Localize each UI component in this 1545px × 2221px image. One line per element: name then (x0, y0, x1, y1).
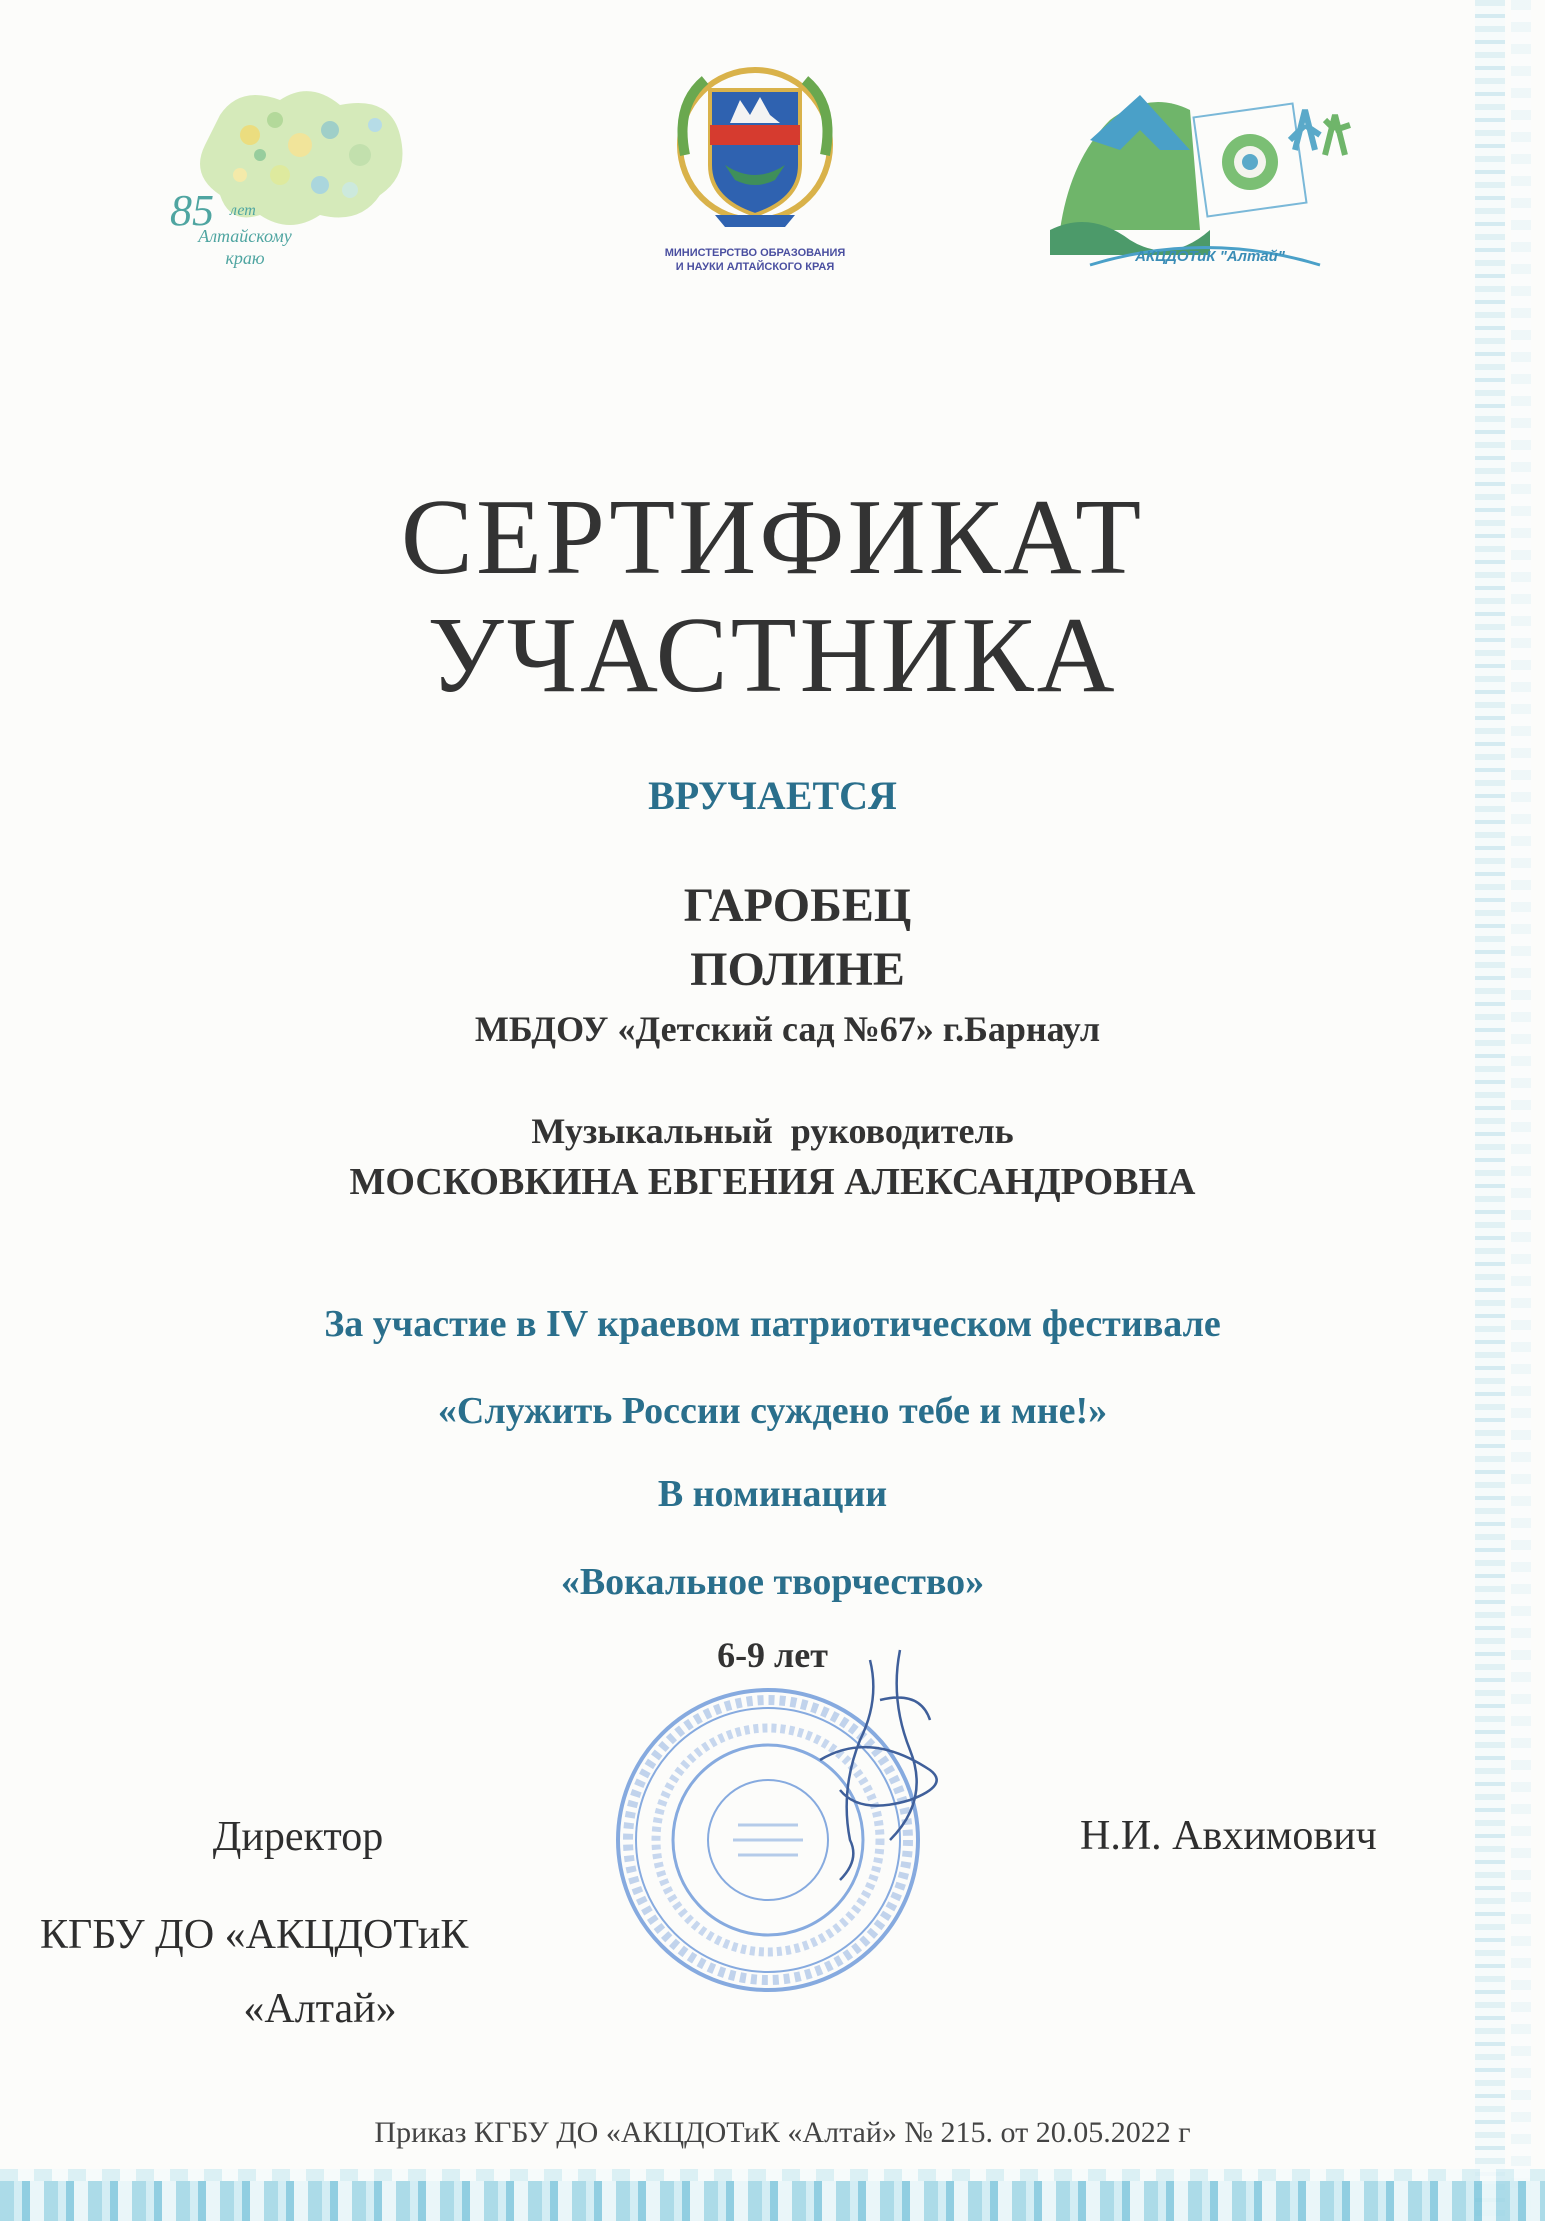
recipient-name: ПОЛИНЕ (690, 943, 905, 996)
decorative-border-bottom (0, 2181, 1545, 2221)
signature-scribble-icon (780, 1640, 980, 1890)
nomination-name: «Вокальное творчество» (560, 1561, 985, 1603)
institution: МБДОУ «Детский сад №67» г.Барнаул (474, 1009, 1101, 1049)
anniversary-85-logo (160, 75, 420, 305)
akcdotik-caption: АКЦДОТиК "Алтай" (1135, 248, 1285, 265)
signatory-position-1: Директор (212, 1814, 384, 1860)
supervisor-role: Музыкальный руководитель (531, 1111, 1014, 1151)
age-group: 6-9 лет (717, 1635, 828, 1675)
supervisor-name: МОСКОВКИНА ЕВГЕНИЯ АЛЕКСАНДРОВНА (349, 1161, 1196, 1203)
order-footer: Приказ КГБУ ДО «АКЦДОТиК «Алтай» № 215. от 20.05.2022 г (374, 2116, 1191, 2149)
anniversary-line2: краю (225, 248, 265, 268)
akcdotik-logo (1050, 80, 1360, 280)
anniversary-number: 85 (170, 186, 214, 235)
nomination-label: В номинации (657, 1473, 888, 1515)
anniversary-caption (165, 225, 325, 269)
ministry-caption (620, 246, 890, 274)
title-line-1: СЕРТИФИКАТ (400, 478, 1145, 597)
awarded-label: ВРУЧАЕТСЯ (648, 773, 897, 818)
coat-of-arms-icon (620, 60, 890, 240)
participation-reason: За участие в IV краевом патриотическом фестивале (324, 1303, 1221, 1345)
recipient-surname: ГАРОБЕЦ (683, 879, 912, 932)
signatory-position-3: «Алтай» (243, 1986, 397, 2032)
signatory-name: Н.И. Авхимович (1080, 1813, 1377, 1859)
title-line-2: УЧАСТНИКА (427, 596, 1118, 715)
anniversary-word: лет (230, 202, 256, 219)
handwritten-signature (780, 1640, 980, 1890)
ministry-logo (620, 60, 890, 290)
signatory-position-2: КГБУ ДО «АКЦДОТиК (40, 1912, 469, 1958)
anniversary-line1: Алтайскому (198, 226, 292, 246)
festival-name: «Служить России суждено тебе и мне!» (437, 1390, 1108, 1432)
ministry-line2: И НАУКИ АЛТАЙСКОГО КРАЯ (675, 261, 835, 273)
ministry-line1: МИНИСТЕРСТВО ОБРАЗОВАНИЯ (664, 247, 846, 259)
